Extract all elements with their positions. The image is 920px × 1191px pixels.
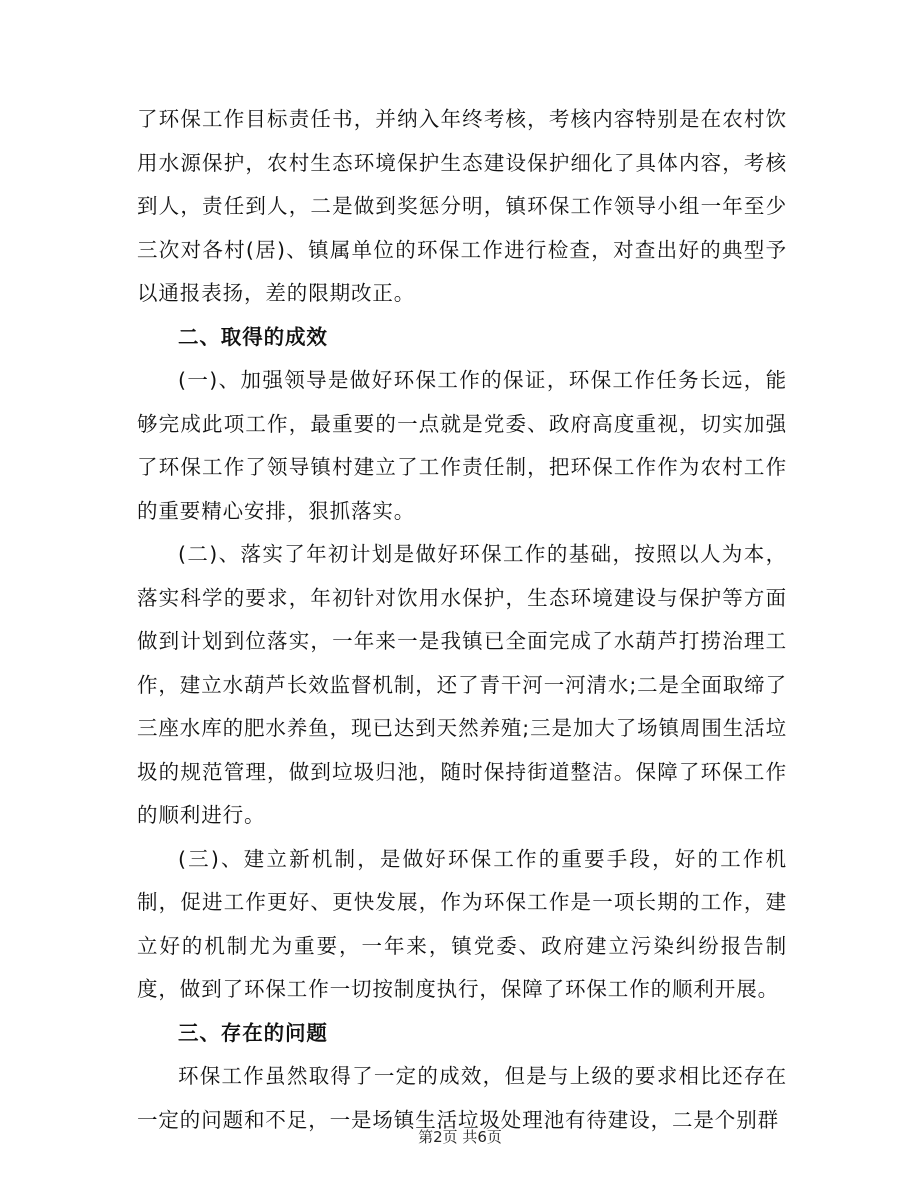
paragraph-plan: (二)、落实了年初计划是做好环保工作的基础，按照以人为本，落实科学的要求，年初针对饮用水保护，生态环境建设与保护等方面做到计划到位落实，一年来一是我镇已全面完成了水葫芦打捞治理工作，建立水葫芦长效监督机制，还了青干河一河清水;二是全面取缔了三座水库的肥水养鱼，现已达到天然养殖;三是加大了场镇周围生活垃圾的规范管理，做到垃圾归池，随时保持街道整洁。保障了环保工作的顺利进行。 <box>137 542 787 827</box>
section-heading-problems: 三、存在的问题 <box>178 1020 328 1045</box>
page-number-footer: 第2页 共6页 <box>418 1128 502 1146</box>
document-body <box>137 98 787 1142</box>
paragraph-continued: 了环保工作目标责任书，并纳入年终考核，考核内容特别是在农村饮用水源保护，农村生态环境保护生态建设保护细化了具体内容，考核到人，责任到人，二是做到奖惩分明，镇环保工作领导小组一年至少三次对各村(居)、镇属单位的环保工作进行检查，对查出好的典型予以通报表扬，差的限期改正。 <box>137 107 787 305</box>
paragraph-mechanism: (三)、建立新机制，是做好环保工作的重要手段，好的工作机制，促进工作更好、更快发展，作为环保工作是一项长期的工作，建立好的机制尤为重要，一年来，镇党委、政府建立污染纠纷报告制度，做到了环保工作一切按制度执行，保障了环保工作的顺利开展。 <box>137 846 787 1001</box>
section-heading-achievements: 二、取得的成效 <box>178 324 328 349</box>
paragraph-leadership: (一)、加强领导是做好环保工作的保证，环保工作任务长远，能够完成此项工作，最重要的一点就是党委、政府高度重视，切实加强了环保工作了领导镇村建立了工作责任制，把环保工作作为农村工作的重要精心安排，狠抓落实。 <box>137 368 787 523</box>
paragraph-problems: 环保工作虽然取得了一定的成效，但是与上级的要求相比还存在一定的问题和不足，一是场镇生活垃圾处理池有待建设，二是个别群 <box>137 1064 787 1132</box>
